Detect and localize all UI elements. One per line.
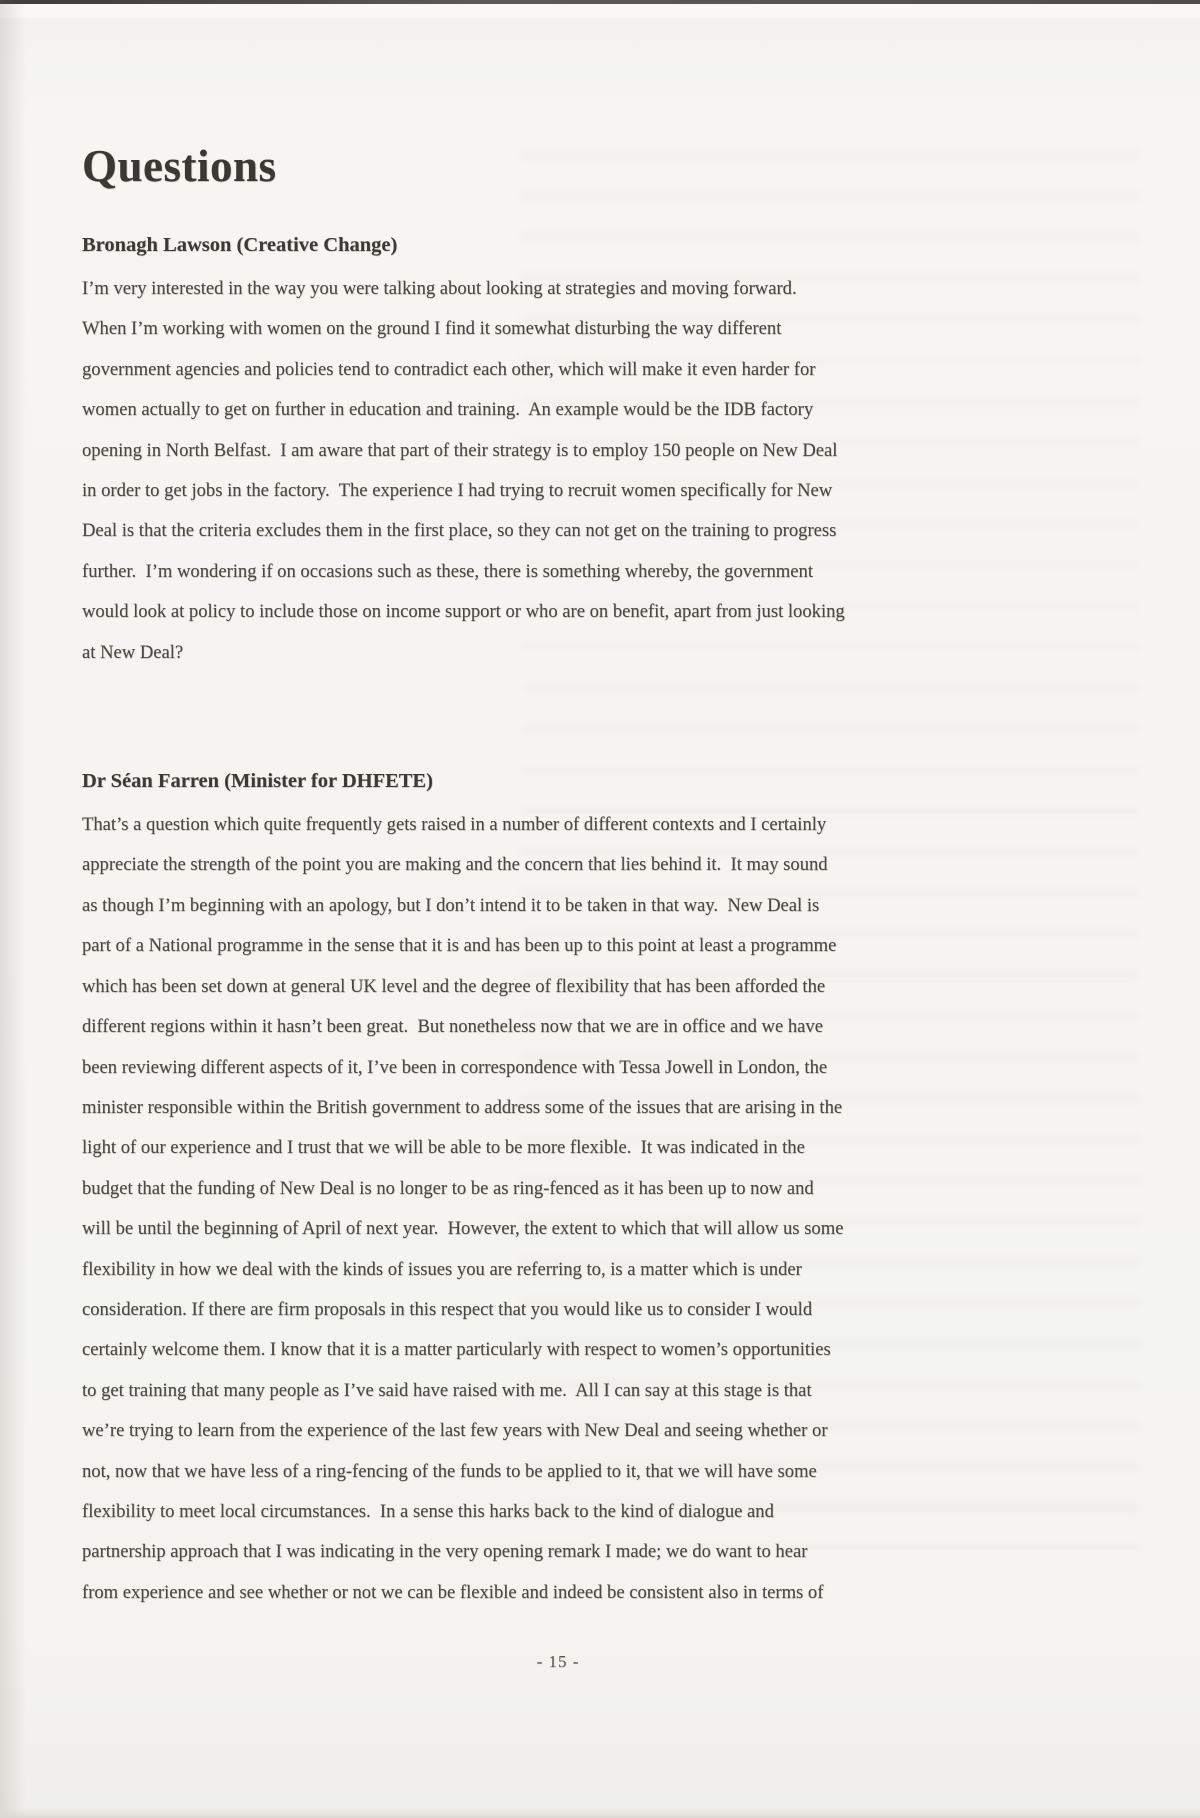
page-title: Questions: [82, 141, 277, 191]
paragraph: [82, 269, 1110, 673]
paragraph-line: flexibility to meet local circumstances. In a sense this harks back to the kind of dialogue and: [82, 1500, 774, 1522]
paragraph-line: When I’m working with women on the ground I find it somewhat disturbing the way different: [82, 318, 782, 340]
paragraph-line: we’re trying to learn from the experience of the last few years with New Deal and seeing whether or: [82, 1420, 828, 1442]
paragraph-line: minister responsible within the British government to address some of the issues that are arising in the: [82, 1096, 843, 1118]
paragraph-line: different regions within it hasn’t been great. But nonetheless now that we are in office and we have: [82, 1016, 823, 1038]
paragraph-line: will be until the beginning of April of next year. However, the extent to which that will allow us some: [82, 1218, 844, 1240]
paragraph-line: as though I’m beginning with an apology, but I don’t intend it to be taken in that way. New Deal is: [82, 894, 820, 916]
paragraph-line: in order to get jobs in the factory. The experience I had trying to recruit women specifically for New: [82, 480, 833, 502]
paragraph-line: part of a National programme in the sense that it is and has been up to this point at least a programme: [82, 935, 837, 957]
qa-sections: [82, 234, 1110, 1613]
paragraph-line: been reviewing different aspects of it, I’ve been in correspondence with Tessa Jowell in London, the: [82, 1056, 828, 1078]
speaker-heading: Bronagh Lawson (Creative Change): [82, 234, 398, 256]
paragraph-line: at New Deal?: [82, 641, 184, 663]
speaker-heading: Dr Séan Farren (Minister for DHFETE): [82, 770, 433, 793]
paragraph: [82, 805, 1110, 1613]
paragraph-line: opening in North Belfast. I am aware that part of their strategy is to employ 150 people on New Deal: [82, 439, 838, 461]
paragraph-line: from experience and see whether or not we can be flexible and indeed be consistent also in terms of: [82, 1581, 824, 1603]
paragraph-line: certainly welcome them. I know that it is a matter particularly with respect to women’s opportunities: [82, 1339, 831, 1361]
paragraph-line: further. I’m wondering if on occasions such as these, there is something whereby, the government: [82, 560, 813, 582]
qa-section: [82, 234, 1110, 673]
paragraph-line: Deal is that the criteria excludes them in the first place, so they can not get on the training to progress: [82, 520, 837, 542]
page-number: - 15 -: [536, 1652, 580, 1671]
paragraph-line: would look at policy to include those on income support or who are on benefit, apart from just looking: [82, 601, 845, 623]
paragraph-line: consideration. If there are firm proposals in this respect that you would like us to consider I would: [82, 1298, 813, 1320]
paragraph-line: I’m very interested in the way you were talking about looking at strategies and moving forward.: [82, 278, 797, 299]
paragraph-line: partnership approach that I was indicating in the very opening remark I made; we do want to hear: [82, 1541, 808, 1563]
scan-bottom-edge: [0, 1808, 1200, 1818]
paragraph-line: women actually to get on further in education and training. An example would be the IDB factory: [82, 399, 814, 421]
paragraph-line: flexibility in how we deal with the kinds of issues you are referring to, is a matter which is under: [82, 1258, 802, 1280]
paragraph-line: not, now that we have less of a ring-fencing of the funds to be applied to it, that we will have some: [82, 1460, 817, 1482]
paragraph-line: which has been set down at general UK level and the degree of flexibility that has been afforded the: [82, 975, 826, 997]
paragraph-line: That’s a question which quite frequently gets raised in a number of different contexts and I certainly: [82, 814, 827, 836]
paragraph-line: to get training that many people as I’ve said have raised with me. All I can say at this stage is that: [82, 1379, 812, 1401]
paragraph-line: appreciate the strength of the point you are making and the concern that lies behind it. It may sound: [82, 854, 828, 876]
paragraph-line: budget that the funding of New Deal is no longer to be as ring-fenced as it has been up to now and: [82, 1177, 814, 1199]
qa-section: [82, 770, 1110, 1613]
paragraph-line: light of our experience and I trust that we will be able to be more flexible. It was indicated in the: [82, 1137, 805, 1159]
paragraph-line: government agencies and policies tend to contradict each other, which will make it even harder for: [82, 358, 816, 380]
